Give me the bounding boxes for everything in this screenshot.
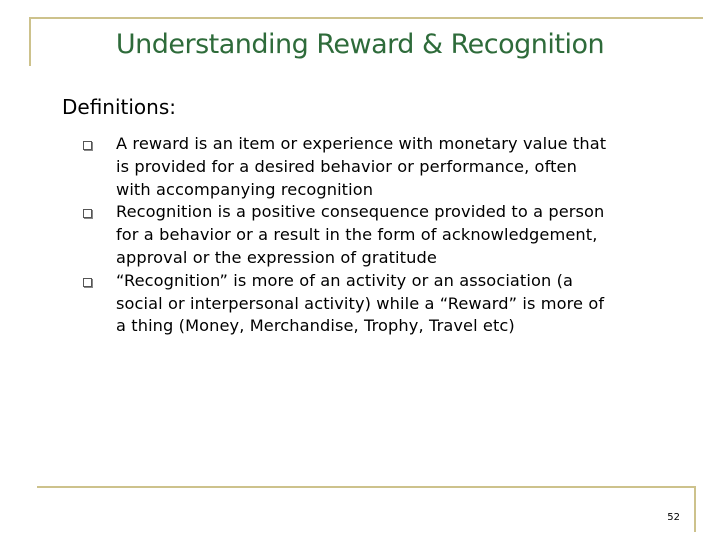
bullet-line: is provided for a desired behavior or performance, often [116,156,577,176]
bullet-line: for a behavior or a result in the form of acknowledgement, [116,225,598,245]
page-number: 52 [667,512,680,523]
bullet-line: social or interpersonal activity) while a “Reward” is more of [116,293,605,313]
footer-rule [37,486,696,488]
slide-title: Understanding Reward & Recognition [115,29,605,60]
list-item [80,133,700,201]
hollow-square-bullet-icon [83,141,92,150]
list-item [80,201,700,269]
title-top-rule [30,17,703,19]
hollow-square-bullet-icon [83,278,92,287]
hollow-square-bullet-icon [83,209,92,218]
definitions-list [80,133,700,338]
bullet-line: a thing (Money, Merchandise, Trophy, Travel etc) [116,316,515,336]
bullet-line: “Recognition” is more of an activity or an association (a [116,270,574,290]
bullet-line: Recognition is a positive consequence provided to a person [116,202,605,222]
bullet-line: A reward is an item or experience with monetary value that [116,134,607,153]
definitions-heading: Definitions: [62,95,177,119]
bullet-line: with accompanying recognition [116,179,374,199]
list-item [80,270,700,338]
bullet-line: approval or the expression of gratitude [116,247,437,267]
footer-right-rule [694,486,696,532]
